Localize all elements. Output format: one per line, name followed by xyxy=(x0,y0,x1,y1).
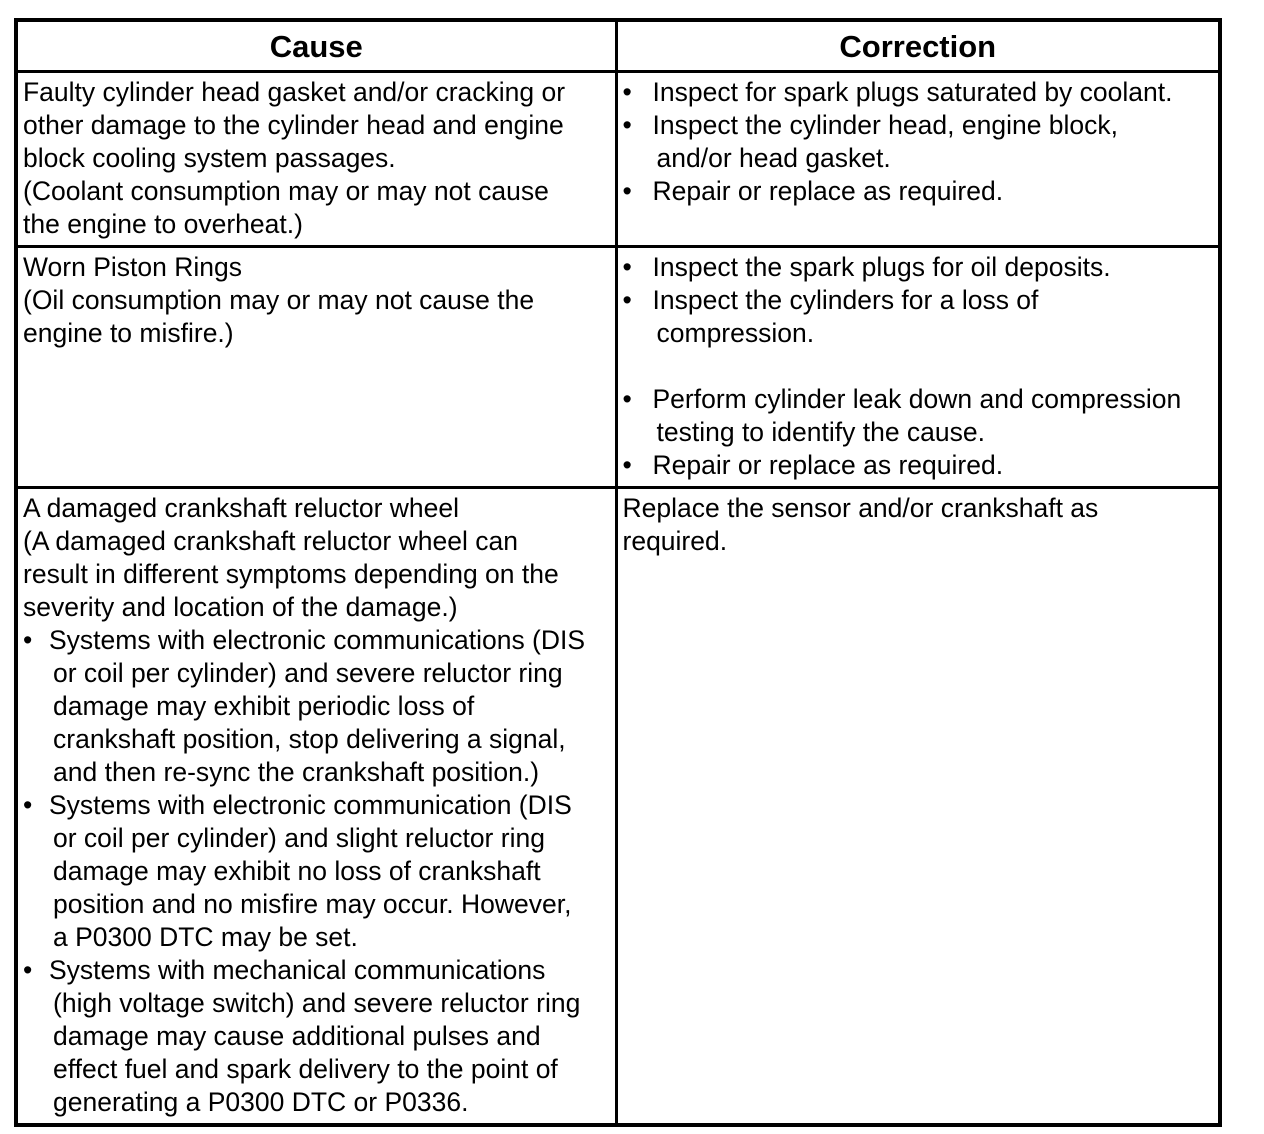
cause-text: severity and location of the damage.) xyxy=(23,592,458,622)
cause-bullet xyxy=(23,624,611,789)
bullet-icon: • xyxy=(622,110,632,140)
cause-text: Worn Piston Rings xyxy=(23,252,242,282)
cause-text: damage may cause additional pulses and xyxy=(53,1021,541,1051)
correction-text: Replace the sensor and/or crankshaft as xyxy=(622,493,1099,523)
cause-text: (A damaged crankshaft reluctor wheel can xyxy=(23,526,518,556)
cause-text: and then re-sync the crankshaft position.) xyxy=(53,757,540,787)
cause-text: effect fuel and spark delivery to the point of xyxy=(53,1054,558,1084)
correction-text: Inspect the spark plugs for oil deposits. xyxy=(652,252,1111,282)
correction-text: testing to identify the cause. xyxy=(656,417,986,447)
cause-text: Systems with electronic communications (DIS xyxy=(49,625,586,655)
correction-text: Perform cylinder leak down and compression xyxy=(652,384,1182,414)
correction-bullet xyxy=(623,109,1215,175)
cause-text: damage may exhibit periodic loss of xyxy=(53,691,475,721)
correction-bullet xyxy=(623,449,1215,482)
header-correction: Correction xyxy=(616,20,1220,72)
cause-text: position and no misfire may occur. However, xyxy=(53,889,572,919)
table-row xyxy=(16,72,1220,247)
cause-text: Systems with mechanical communications xyxy=(49,955,546,985)
cause-bullet xyxy=(23,954,611,1119)
cause-text: a P0300 DTC may be set. xyxy=(53,922,358,952)
cause-text: damage may exhibit no loss of crankshaft xyxy=(53,856,541,886)
cause-text: (Coolant consumption may or may not cause xyxy=(23,176,549,206)
cause-text: engine to misfire.) xyxy=(23,318,234,348)
correction-bullet xyxy=(623,284,1215,350)
correction-bullet xyxy=(623,383,1215,449)
cause-text: (high voltage switch) and severe reluctor ring xyxy=(53,988,581,1018)
header-row xyxy=(16,20,1220,72)
bullet-icon: • xyxy=(622,285,632,315)
correction-text: Inspect the cylinder head, engine block, xyxy=(652,110,1119,140)
correction-text: Repair or replace as required. xyxy=(652,450,1004,480)
cause-text: Faulty cylinder head gasket and/or cracking or xyxy=(23,77,566,107)
diagnostic-table xyxy=(14,18,1222,1127)
bullet-icon: • xyxy=(622,384,632,414)
cause-text: generating a P0300 DTC or P0336. xyxy=(53,1087,469,1117)
bullet-icon: • xyxy=(622,77,632,107)
correction-text: Inspect for spark plugs saturated by coolant. xyxy=(652,77,1173,107)
correction-text: required. xyxy=(622,526,728,556)
cause-cell xyxy=(16,72,616,247)
bullet-icon: • xyxy=(622,450,632,480)
cause-text: block cooling system passages. xyxy=(23,143,396,173)
cause-text: or coil per cylinder) and severe reluctor ring xyxy=(53,658,563,688)
cause-text: the engine to overheat.) xyxy=(23,209,303,239)
cause-text: crankshaft position, stop delivering a signal, xyxy=(53,724,566,754)
bullet-icon: • xyxy=(622,176,632,206)
spacer xyxy=(623,350,1215,383)
correction-bullet xyxy=(623,175,1215,208)
bullet-icon: • xyxy=(23,955,33,985)
header-cause: Cause xyxy=(16,20,616,72)
correction-cell xyxy=(616,488,1220,1126)
bullet-icon: • xyxy=(622,252,632,282)
cause-bullet xyxy=(23,789,611,954)
correction-text: Inspect the cylinders for a loss of xyxy=(652,285,1039,315)
table-row xyxy=(16,247,1220,488)
correction-cell xyxy=(616,247,1220,488)
cause-cell xyxy=(16,488,616,1126)
cause-text: A damaged crankshaft reluctor wheel xyxy=(23,493,460,523)
bullet-icon: • xyxy=(23,625,33,655)
correction-text: compression. xyxy=(656,318,815,348)
table-row xyxy=(16,488,1220,1126)
cause-text: or coil per cylinder) and slight reluctor ring xyxy=(53,823,545,853)
cause-text: result in different symptoms depending on the xyxy=(23,559,559,589)
correction-text: Repair or replace as required. xyxy=(652,176,1004,206)
correction-bullet xyxy=(623,76,1215,109)
cause-cell xyxy=(16,247,616,488)
correction-bullet xyxy=(623,251,1215,284)
correction-text: and/or head gasket. xyxy=(656,143,891,173)
bullet-icon: • xyxy=(23,790,33,820)
correction-cell xyxy=(616,72,1220,247)
cause-text: other damage to the cylinder head and engine xyxy=(23,110,564,140)
cause-text: Systems with electronic communication (DIS xyxy=(49,790,572,820)
cause-text: (Oil consumption may or may not cause the xyxy=(23,285,535,315)
